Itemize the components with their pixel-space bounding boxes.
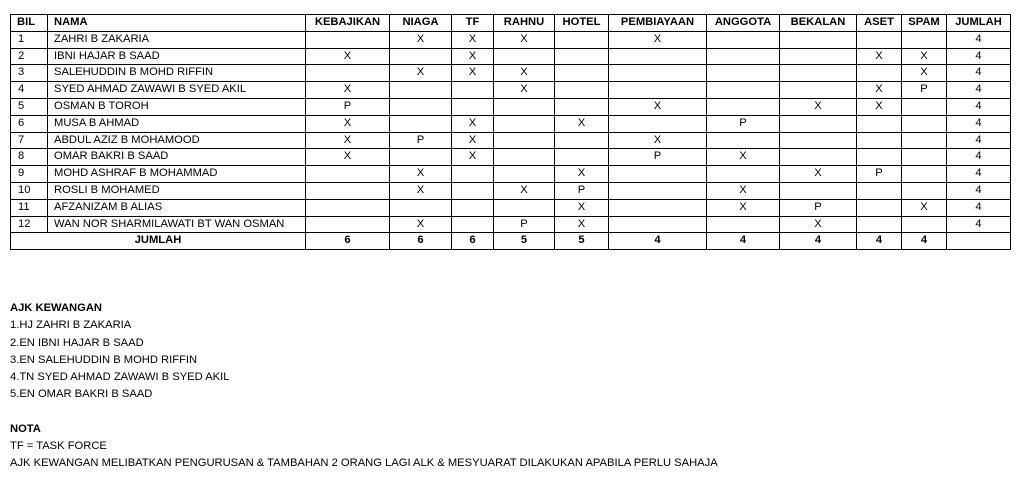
column-header: TF xyxy=(452,15,494,32)
assignment-cell xyxy=(609,82,707,99)
assignment-cell: X xyxy=(306,149,390,166)
ajk-member-list xyxy=(10,317,718,403)
assignment-cell xyxy=(494,48,555,65)
assignment-cell xyxy=(609,48,707,65)
assignment-cell: X xyxy=(707,199,780,216)
assignment-cell xyxy=(555,48,609,65)
assignment-cell xyxy=(857,182,902,199)
column-total-cell: 4 xyxy=(857,233,902,250)
column-total-cell xyxy=(947,233,1011,250)
row-total-cell: 4 xyxy=(947,31,1011,48)
assignment-cell: X xyxy=(494,82,555,99)
column-total-cell: 4 xyxy=(707,233,780,250)
nota-lines xyxy=(10,438,718,473)
assignment-cell xyxy=(609,115,707,132)
assignment-cell xyxy=(707,31,780,48)
member-name: WAN NOR SHARMILAWATI BT WAN OSMAN xyxy=(48,216,306,233)
table-row xyxy=(11,216,1011,233)
column-header: ANGGOTA xyxy=(707,15,780,32)
column-header: NIAGA xyxy=(390,15,452,32)
assignment-cell xyxy=(780,149,857,166)
column-header: JUMLAH xyxy=(947,15,1011,32)
assignment-cell: X xyxy=(452,31,494,48)
table-row xyxy=(11,149,1011,166)
assignment-cell xyxy=(780,115,857,132)
assignment-cell xyxy=(494,199,555,216)
assignment-cell: X xyxy=(780,98,857,115)
row-total-cell: 4 xyxy=(947,82,1011,99)
assignment-cell: P xyxy=(306,98,390,115)
assignment-cell xyxy=(780,182,857,199)
ajk-member: 1.HJ ZAHRI B ZAKARIA xyxy=(10,319,132,332)
assignment-cell: X xyxy=(707,182,780,199)
assignment-cell xyxy=(306,166,390,183)
assignment-cell xyxy=(452,182,494,199)
assignment-cell: X xyxy=(452,149,494,166)
assignment-cell xyxy=(857,216,902,233)
row-total-cell: 4 xyxy=(947,48,1011,65)
assignment-cell xyxy=(306,216,390,233)
row-number: 5 xyxy=(11,98,48,115)
column-header: ASET xyxy=(857,15,902,32)
assignment-cell xyxy=(707,65,780,82)
assignment-cell xyxy=(707,166,780,183)
assignment-cell xyxy=(857,199,902,216)
table-row xyxy=(11,115,1011,132)
nota-line: TF = TASK FORCE xyxy=(10,440,107,453)
assignment-cell xyxy=(452,199,494,216)
assignment-cell: X xyxy=(902,65,947,82)
assignment-cell: X xyxy=(452,132,494,149)
assignment-cell: X xyxy=(494,31,555,48)
assignment-cell: X xyxy=(494,65,555,82)
assignment-cell xyxy=(494,149,555,166)
table-row xyxy=(11,182,1011,199)
assignment-cell: X xyxy=(494,182,555,199)
assignment-cell: X xyxy=(555,166,609,183)
column-total-cell: 6 xyxy=(390,233,452,250)
assignment-cell xyxy=(857,65,902,82)
row-number: 7 xyxy=(11,132,48,149)
assignment-cell: X xyxy=(609,98,707,115)
assignment-cell xyxy=(902,31,947,48)
member-name: OSMAN B TOROH xyxy=(48,98,306,115)
member-name: MUSA B AHMAD xyxy=(48,115,306,132)
assignment-cell: X xyxy=(780,166,857,183)
assignment-cell xyxy=(390,98,452,115)
table-row xyxy=(11,48,1011,65)
assignment-cell: X xyxy=(452,65,494,82)
assignment-cell xyxy=(902,182,947,199)
assignment-cell xyxy=(780,82,857,99)
table-header-row xyxy=(11,15,1011,32)
assignment-cell: X xyxy=(857,82,902,99)
member-name: IBNI HAJAR B SAAD xyxy=(48,48,306,65)
column-header: KEBAJIKAN xyxy=(306,15,390,32)
assignment-cell xyxy=(609,199,707,216)
member-name: SYED AHMAD ZAWAWI B SYED AKIL xyxy=(48,82,306,99)
assignment-cell xyxy=(306,199,390,216)
row-number: 11 xyxy=(11,199,48,216)
member-name: AFZANIZAM B ALIAS xyxy=(48,199,306,216)
nota-title: NOTA xyxy=(10,422,41,435)
assignment-cell xyxy=(306,182,390,199)
assignment-cell: P xyxy=(780,199,857,216)
column-total-cell: 5 xyxy=(555,233,609,250)
table-row xyxy=(11,31,1011,48)
assignment-cell xyxy=(707,98,780,115)
assignment-cell: X xyxy=(452,115,494,132)
column-total-cell: 4 xyxy=(609,233,707,250)
column-header: BIL xyxy=(11,15,48,32)
assignment-cell xyxy=(452,98,494,115)
assignment-cell: X xyxy=(857,98,902,115)
row-number: 4 xyxy=(11,82,48,99)
assignment-cell: X xyxy=(609,132,707,149)
assignment-cell: X xyxy=(555,216,609,233)
ajk-member: 5.EN OMAR BAKRI B SAAD xyxy=(10,388,153,401)
assignment-cell xyxy=(902,132,947,149)
assignment-cell xyxy=(555,132,609,149)
ajk-member: 4.TN SYED AHMAD ZAWAWI B SYED AKIL xyxy=(10,371,230,384)
row-total-cell: 4 xyxy=(947,166,1011,183)
assignment-cell xyxy=(609,166,707,183)
row-total-cell: 4 xyxy=(947,149,1011,166)
assignment-cell: P xyxy=(555,182,609,199)
assignment-cell: X xyxy=(555,115,609,132)
assignment-cell xyxy=(902,98,947,115)
assignment-cell: P xyxy=(609,149,707,166)
nota-line: AJK KEWANGAN MELIBATKAN PENGURUSAN & TAMBAHAN 2 ORANG LAGI ALK & MESYUARAT DILAKUKAN APABILA PERLU SAHAJA xyxy=(10,457,718,470)
assignment-cell xyxy=(494,115,555,132)
assignment-cell xyxy=(902,115,947,132)
assignment-cell: X xyxy=(306,132,390,149)
table-row xyxy=(11,166,1011,183)
spacer xyxy=(10,404,718,421)
member-name: ZAHRI B ZAKARIA xyxy=(48,31,306,48)
ajk-member: 3.EN SALEHUDDIN B MOHD RIFFIN xyxy=(10,353,198,366)
assignment-cell xyxy=(780,65,857,82)
column-total-cell: 4 xyxy=(902,233,947,250)
assignment-cell xyxy=(707,82,780,99)
assignment-cell: P xyxy=(902,82,947,99)
assignment-cell xyxy=(390,149,452,166)
assignment-cell: X xyxy=(780,216,857,233)
table-row xyxy=(11,82,1011,99)
assignment-cell xyxy=(857,132,902,149)
column-header: HOTEL xyxy=(555,15,609,32)
column-total-cell: 5 xyxy=(494,233,555,250)
member-name: MOHD ASHRAF B MOHAMMAD xyxy=(48,166,306,183)
assignment-cell: P xyxy=(494,216,555,233)
committee-table-container xyxy=(10,14,1011,250)
row-number: 10 xyxy=(11,182,48,199)
assignment-cell xyxy=(609,216,707,233)
assignment-cell xyxy=(452,166,494,183)
column-total-cell: 6 xyxy=(306,233,390,250)
assignment-cell xyxy=(452,216,494,233)
assignment-cell xyxy=(902,166,947,183)
row-total-cell: 4 xyxy=(947,199,1011,216)
row-total-cell: 4 xyxy=(947,65,1011,82)
row-total-cell: 4 xyxy=(947,216,1011,233)
assignment-cell xyxy=(306,31,390,48)
table-body xyxy=(11,31,1011,249)
assignment-cell: P xyxy=(857,166,902,183)
assignment-cell: P xyxy=(707,115,780,132)
row-number: 1 xyxy=(11,31,48,48)
assignment-cell xyxy=(452,82,494,99)
assignment-cell xyxy=(555,149,609,166)
assignment-cell xyxy=(609,182,707,199)
assignment-cell: X xyxy=(390,166,452,183)
assignment-cell: X xyxy=(390,216,452,233)
column-total-cell: 6 xyxy=(452,233,494,250)
ajk-member: 2.EN IBNI HAJAR B SAAD xyxy=(10,336,144,349)
assignment-cell xyxy=(780,31,857,48)
notes-section xyxy=(10,300,718,473)
assignment-cell: X xyxy=(390,182,452,199)
assignment-cell: X xyxy=(902,199,947,216)
column-header: RAHNU xyxy=(494,15,555,32)
row-total-cell: 4 xyxy=(947,132,1011,149)
member-name: SALEHUDDIN B MOHD RIFFIN xyxy=(48,65,306,82)
row-number: 12 xyxy=(11,216,48,233)
assignment-cell xyxy=(902,216,947,233)
assignment-cell xyxy=(494,132,555,149)
row-total-cell: 4 xyxy=(947,98,1011,115)
assignment-cell xyxy=(555,82,609,99)
assignment-cell xyxy=(609,65,707,82)
row-number: 9 xyxy=(11,166,48,183)
column-total-cell: 4 xyxy=(780,233,857,250)
assignment-cell: P xyxy=(390,132,452,149)
assignment-cell: X xyxy=(306,82,390,99)
row-number: 6 xyxy=(11,115,48,132)
assignment-cell: X xyxy=(452,48,494,65)
column-header: NAMA xyxy=(48,15,306,32)
column-header: BEKALAN xyxy=(780,15,857,32)
assignment-cell xyxy=(390,199,452,216)
assignment-cell xyxy=(780,48,857,65)
assignment-cell xyxy=(857,115,902,132)
row-total-cell: 4 xyxy=(947,182,1011,199)
committee-table xyxy=(10,14,1011,250)
total-label: JUMLAH xyxy=(11,233,306,250)
row-number: 3 xyxy=(11,65,48,82)
row-number: 2 xyxy=(11,48,48,65)
table-row xyxy=(11,65,1011,82)
assignment-cell xyxy=(390,48,452,65)
assignment-cell xyxy=(494,98,555,115)
member-name: OMAR BAKRI B SAAD xyxy=(48,149,306,166)
row-total-cell: 4 xyxy=(947,115,1011,132)
assignment-cell xyxy=(780,132,857,149)
assignment-cell: X xyxy=(902,48,947,65)
assignment-cell: X xyxy=(609,31,707,48)
ajk-title: AJK KEWANGAN xyxy=(10,302,102,314)
table-row xyxy=(11,98,1011,115)
column-header: PEMBIAYAAN xyxy=(609,15,707,32)
assignment-cell xyxy=(390,82,452,99)
column-header: SPAM xyxy=(902,15,947,32)
table-row xyxy=(11,132,1011,149)
assignment-cell: X xyxy=(390,65,452,82)
assignment-cell xyxy=(555,31,609,48)
assignment-cell: X xyxy=(555,199,609,216)
assignment-cell xyxy=(390,115,452,132)
total-row xyxy=(11,233,1011,250)
assignment-cell xyxy=(306,65,390,82)
table-row xyxy=(11,199,1011,216)
assignment-cell xyxy=(555,98,609,115)
assignment-cell: X xyxy=(390,31,452,48)
assignment-cell: X xyxy=(306,48,390,65)
assignment-cell xyxy=(707,48,780,65)
member-name: ROSLI B MOHAMED xyxy=(48,182,306,199)
assignment-cell: X xyxy=(857,48,902,65)
member-name: ABDUL AZIZ B MOHAMOOD xyxy=(48,132,306,149)
assignment-cell xyxy=(494,166,555,183)
assignment-cell: X xyxy=(306,115,390,132)
assignment-cell: X xyxy=(707,149,780,166)
assignment-cell xyxy=(857,149,902,166)
assignment-cell xyxy=(902,149,947,166)
row-number: 8 xyxy=(11,149,48,166)
assignment-cell xyxy=(555,65,609,82)
assignment-cell xyxy=(707,216,780,233)
assignment-cell xyxy=(857,31,902,48)
assignment-cell xyxy=(707,132,780,149)
